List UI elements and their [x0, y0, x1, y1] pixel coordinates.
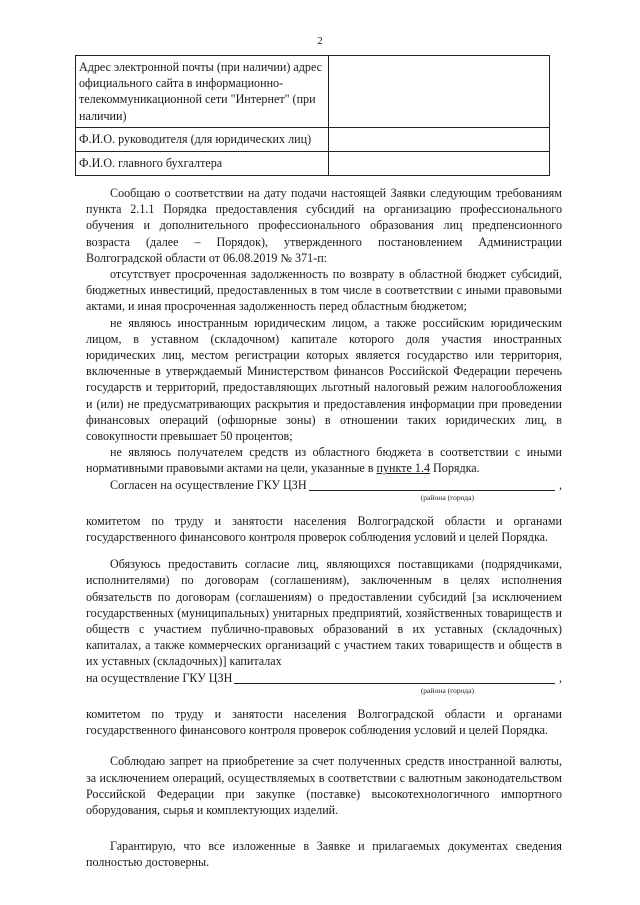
district-blank-2[interactable] — [234, 670, 555, 684]
document-body — [86, 185, 562, 871]
chief-accountant-label: Ф.И.О. главного бухгалтера — [76, 151, 329, 175]
intro-paragraph: Сообщаю о соответствии на дату подачи настоящей Заявки следующим требованиям пункта 2.1.1 Порядка предоставления субсидий на организацию профессионального обучения и дополнительного профессионального образования лиц предпенсионного возраста (далее – Порядок), утвержденного постановлением Администрации Волгоградской области от 06.08.2019 № 371-п: — [86, 186, 562, 265]
director-name-label: Ф.И.О. руководителя (для юридических лиц) — [76, 127, 329, 151]
district-hint: (района (города) — [420, 492, 474, 502]
table-row — [76, 127, 550, 151]
consent-trail: , — [558, 477, 562, 492]
obligation-lead: на осуществление ГКУ ЦЗН — [86, 670, 233, 685]
requirement-no-other-funds — [86, 444, 562, 476]
page-number: 2 — [317, 35, 323, 47]
guarantee-paragraph: Гарантирую, что все изложенные в Заявке и прилагаемых документах сведения полностью достоверны. — [86, 839, 562, 870]
email-website-value[interactable] — [329, 56, 550, 128]
district-blank[interactable] — [309, 477, 555, 491]
chief-accountant-value[interactable] — [329, 151, 550, 175]
consent-line — [86, 477, 562, 493]
obligation-continuation: комитетом по труду и занятости населения Волгоградской области и органами государственного финансового контроля проверок соблюдения условий и целей Порядка. — [86, 706, 562, 738]
requirement-text: не являюсь получателем средств из областного бюджета в соответствии с иными нормативными правовыми актами на цели, указанные в — [86, 445, 562, 476]
currency-ban-paragraph: Соблюдаю запрет на приобретение за счет полученных средств иностранной валюты, за исключением операций, осуществляемых в соответствии с валютным законодательством Российской Федерации при закупке (поставке) высокотехнологичного импортного оборудования, сырья и комплектующих изделий. — [86, 754, 562, 817]
clause-link[interactable]: пункте 1.4 — [376, 461, 431, 476]
table-row — [76, 151, 550, 175]
requirement-debt: отсутствует просроченная задолженность по возврату в областной бюджет субсидий, бюджетных инвестиций, предоставленных в том числе в соответствии с иными правовыми актами, и иная просроченная задолженность перед областным бюджетом; — [86, 267, 562, 314]
obligation-paragraph: Обязуюсь предоставить согласие лиц, являющихся поставщиками (подрядчиками, исполнителями) по договорам (соглашениям), заключенным в целях исполнения обязательств по договорам (соглашениям) о предоставлении субсидий [за исключением государственных (муниципальных) унитарных предприятий, хозяйственных товариществ и обществ с участием публично-правовых образований в их уставных (складочных) капиталах, а также коммерческих организаций с участием таких товариществ и обществ в их уставных (складочных)] капиталах — [86, 557, 562, 669]
email-website-label: Адрес электронной почты (при наличии) адрес официального сайта в информационно-телекоммуникационной сети "Интернет" (при наличии) — [76, 56, 329, 128]
obligation-line — [86, 670, 562, 686]
district-hint-2: (района (города) — [420, 685, 474, 695]
applicant-info-table — [75, 55, 550, 176]
consent-lead: Согласен на осуществление ГКУ ЦЗН — [110, 477, 307, 492]
director-name-value[interactable] — [329, 127, 550, 151]
requirement-foreign-entity: не являюсь иностранным юридическим лицом, а также российским юридическим лицом, в уставном (складочном) капитале которого доля участия иностранных юридических лиц, местом регистрации которых является государство или территория, включенные в утверждаемый Министерством финансов Российской Федерации перечень государств и территорий, предоставляющих льготный налоговый режим налогообложения и (или) не предусматривающих раскрытия и предоставления информации при проведении финансовых операций (офшорные зоны) в отношении таких юридических лиц, в совокупности превышает 50 процентов; — [86, 315, 562, 444]
table-row — [76, 56, 550, 128]
consent-continuation: комитетом по труду и занятости населения Волгоградской области и органами государственного финансового контроля проверок соблюдения условий и целей Порядка. — [86, 513, 562, 545]
requirement-text-end: Порядка. — [430, 461, 480, 476]
obligation-trail: , — [558, 670, 562, 685]
